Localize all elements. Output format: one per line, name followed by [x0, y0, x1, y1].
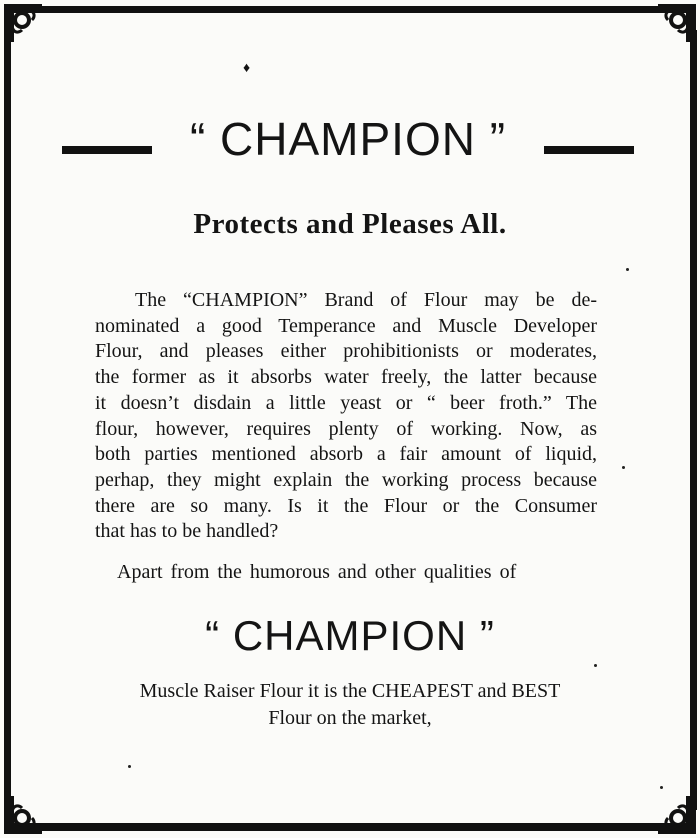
print-speck	[622, 466, 625, 469]
headline-subtitle: Protects and Pleases All.	[193, 208, 507, 240]
headline-row	[62, 112, 634, 172]
bullet-ornament: ♦	[243, 61, 251, 76]
body-line: flour, however, requires plenty of working. Now, as	[95, 417, 597, 440]
body-line: it doesn’t disdain a little yeast or “ beer froth.” The	[95, 391, 597, 414]
body-line: The “CHAMPION” Brand of Flour may be de-	[135, 289, 597, 311]
border-rule-bottom	[14, 823, 688, 831]
print-speck	[594, 664, 597, 667]
fleur-corner-icon	[656, 794, 700, 838]
body-line: both parties mentioned absorb a fair amount of liquid,	[95, 443, 597, 466]
fleur-corner-icon	[656, 0, 700, 44]
closing-title: “ CHAMPION ”	[205, 612, 495, 659]
apart-line: Apart from the humorous and other qualities of	[117, 561, 517, 583]
border-rule-top	[14, 6, 688, 13]
closing-line-2: Flour on the market,	[268, 707, 432, 729]
closing-text	[0, 678, 700, 732]
print-speck	[128, 765, 131, 768]
body-line: perhap, they might explain the working process because	[95, 468, 597, 491]
print-speck	[660, 786, 663, 789]
closing-line-1: Muscle Raiser Flour it is the CHEAPEST and BEST	[139, 680, 561, 702]
headline-title: “ CHAMPION ”	[189, 113, 507, 165]
print-speck	[626, 268, 629, 271]
fleur-corner-icon	[0, 794, 44, 838]
body-line: that has to be handled?	[95, 520, 279, 543]
body-line: there are so many. Is it the Flour or the Consumer	[95, 494, 597, 517]
body-line: the former as it absorbs water freely, the latter because	[95, 366, 597, 389]
fleur-corner-icon	[0, 0, 44, 44]
body-paragraph	[95, 288, 597, 545]
body-line: Flour, and pleases either prohibitionists or moderates,	[95, 340, 597, 363]
body-line: nominated a good Temperance and Muscle Developer	[95, 314, 597, 337]
headline-dash-right	[544, 146, 634, 154]
